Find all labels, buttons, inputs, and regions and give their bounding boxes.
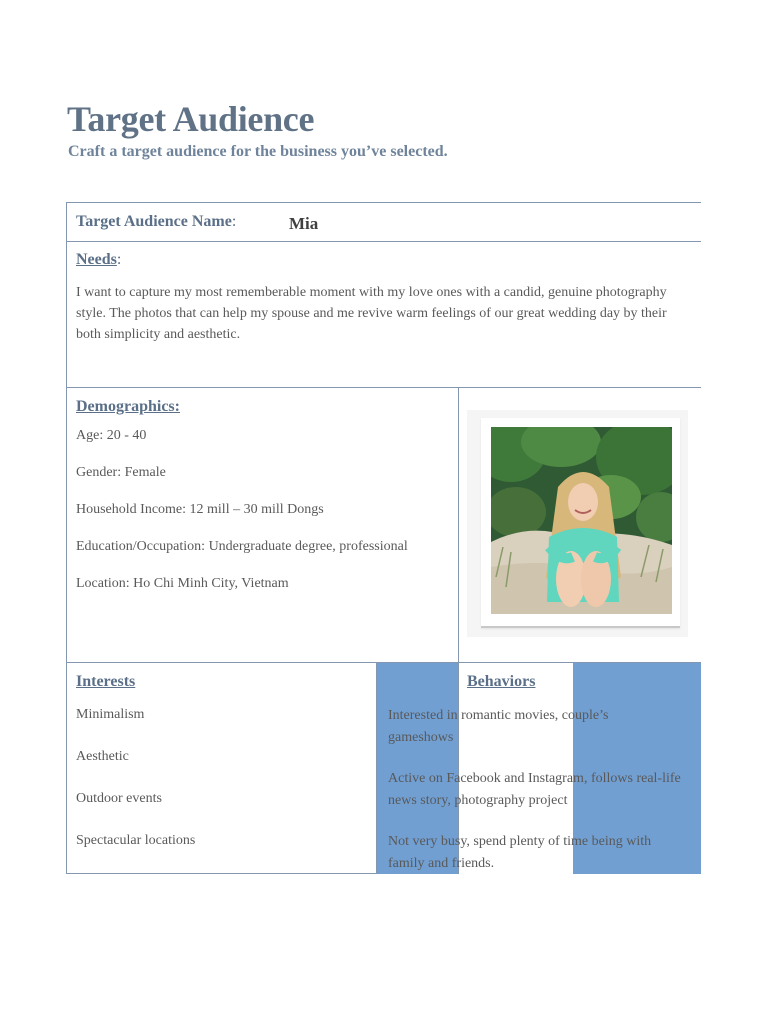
behavior-item: Interested in romantic movies, couple’s gameshows — [388, 708, 609, 745]
page-subtitle: Craft a target audience for the business you’ve selected. — [68, 143, 448, 160]
persona-photo — [491, 427, 672, 614]
target-audience-name-value: Mia — [289, 214, 319, 233]
table-divider-interests — [376, 663, 377, 874]
table-border-name — [66, 241, 701, 242]
table-divider-demographics — [458, 387, 459, 663]
interest-item: Minimalism — [76, 707, 145, 722]
table-border-left — [66, 202, 67, 874]
interest-item: Outdoor events — [76, 791, 162, 806]
interest-item: Spectacular locations — [76, 833, 196, 848]
interests-heading: Interests — [76, 673, 136, 690]
demographic-age: Age: 20 - 40 — [76, 428, 147, 443]
behavior-item: Active on Facebook and Instagram, follows real-life news story, photography project — [388, 771, 681, 808]
demographic-gender: Gender: Female — [76, 465, 166, 480]
interest-item: Aesthetic — [76, 749, 129, 764]
table-border-needs — [66, 387, 701, 388]
demographic-location: Location: Ho Chi Minh City, Vietnam — [76, 576, 289, 591]
demographics-heading: Demographics: — [76, 398, 180, 415]
demographic-education: Education/Occupation: Undergraduate degree, professional — [76, 539, 408, 554]
needs-heading: Needs: — [76, 251, 122, 268]
table-border-top — [66, 202, 701, 203]
behaviors-heading: Behaviors — [467, 673, 536, 690]
behavior-item: Not very busy, spend plenty of time being with family and friends. — [388, 834, 652, 871]
needs-text: I want to capture my most rememberable moment with my love ones with a candid, genuine photography style. The photos that can help my spouse and me revive warm feelings of our great wedding day by their both simplicity and aesthetic. — [76, 285, 667, 342]
demographic-income: Household Income: 12 mill – 30 mill Dongs — [76, 502, 324, 517]
target-audience-name-label: Target Audience Name: — [76, 213, 237, 230]
page-title: Target Audience — [67, 99, 315, 139]
